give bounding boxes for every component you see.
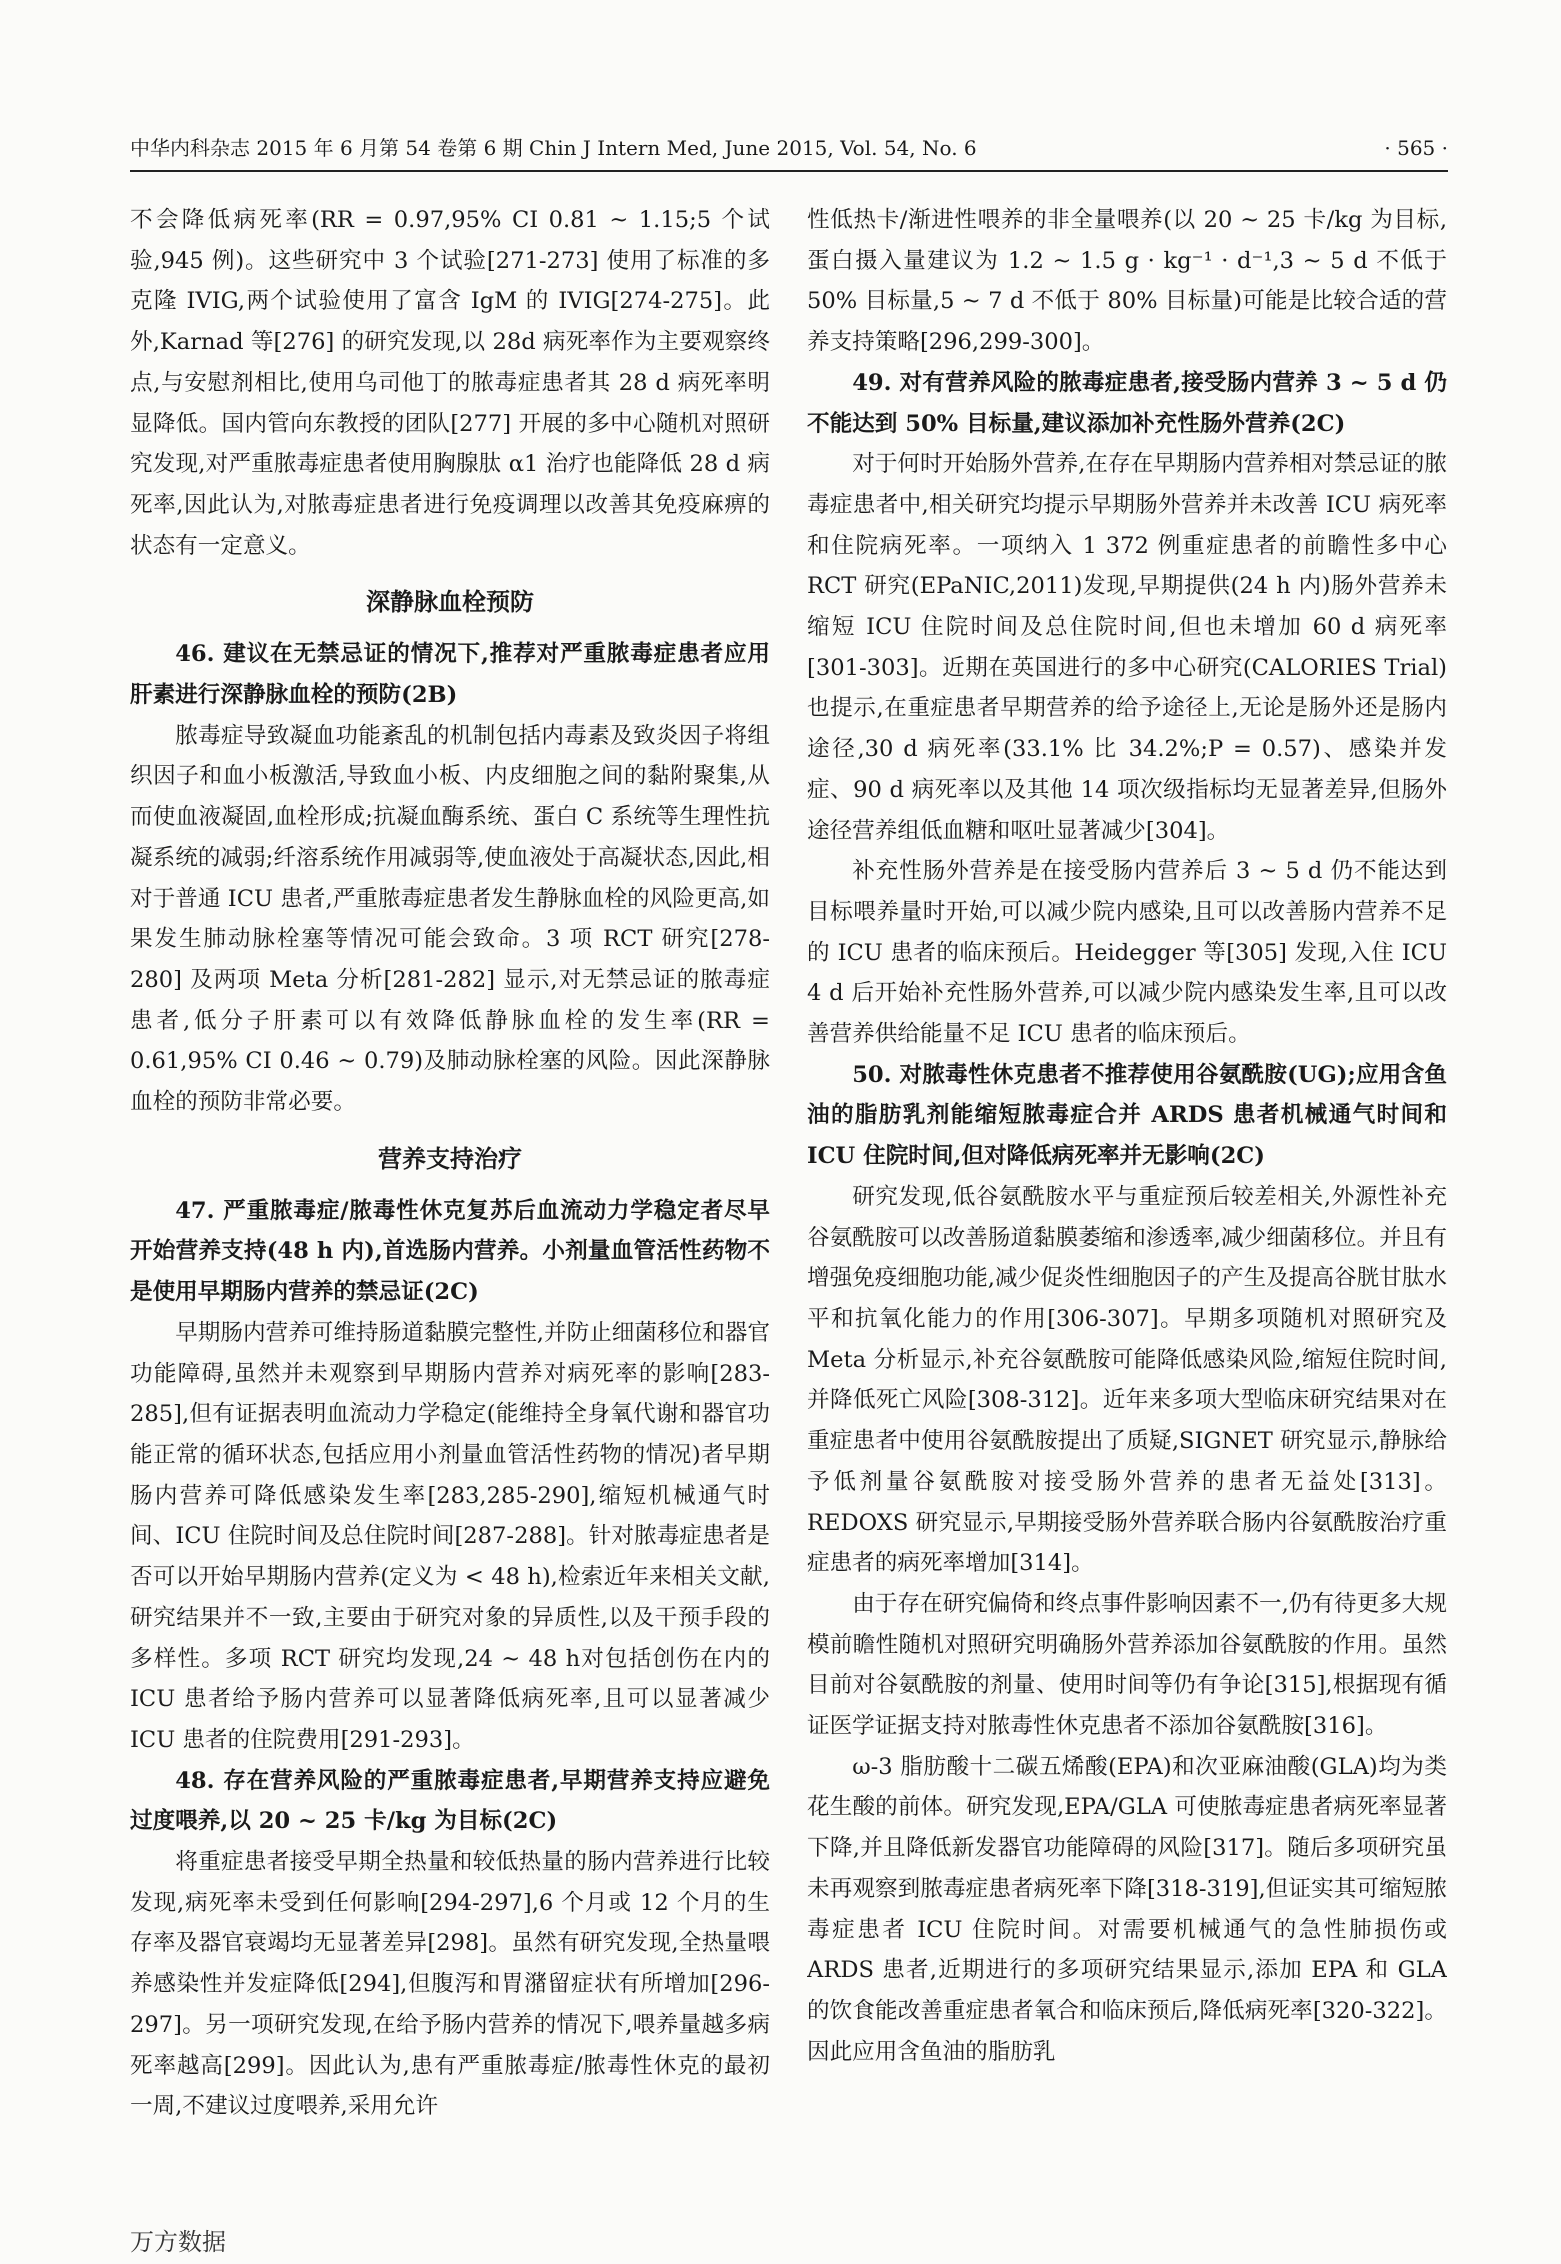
paragraph: 不会降低病死率(RR = 0.97,95% CI 0.81 ~ 1.15;5 个试验,945 例)。这些研究中 3 个试验[271-273] 使用了标准的多克隆 IVIG,两个试验使用了富含 IgM 的 IVIG[274-275]。此外,Karnad 等[276] 的研究发现,以 28d 病死率作为主要观察终点,与安慰剂相比,使用乌司他丁的脓毒症患者其 28 d 病死率明显降低。国内管向东教授的团队[277] 开展的多中心随机对照研究发现,对严重脓毒症患者使用胸腺肽 α1 治疗也能降低 28 d 病死率,因此认为,对脓毒症患者进行免疫调理以改善其免疫麻痹的状态有一定意义。 (130, 207, 770, 559)
running-header (130, 133, 1448, 163)
paragraph: 脓毒症导致凝血功能紊乱的机制包括内毒素及致炎因子将组织因子和血小板激活,导致血小板、内皮细胞之间的黏附聚集,从而使血液凝固,血栓形成;抗凝血酶系统、蛋白 C 系统等生理性抗凝系统的减弱;纤溶系统作用减弱等,使血液处于高凝状态,因此,相对于普通 ICU 患者,严重脓毒症患者发生静脉血栓的风险更高,如果发生肺动脉栓塞等情况可能会致命。3 项 RCT 研究[278-280] 及两项 Meta 分析[281-282] 显示,对无禁忌证的脓毒症患者,低分子肝素可以有效降低静脉血栓的发生率(RR = 0.61,95% CI 0.46 ~ 0.79)及肺动脉栓塞的风险。因此深静脉血栓的预防非常必要。 (130, 722, 770, 1116)
recommendation-49: 49. 对有营养风险的脓毒症患者,接受肠内营养 3 ~ 5 d 仍不能达到 50% 目标量,建议添加补充性肠外营养(2C) (807, 369, 1447, 437)
recommendation-48: 48. 存在营养风险的严重脓毒症患者,早期营养支持应避免过度喂养,以 20 ~ 25 卡/kg 为目标(2C) (130, 1767, 770, 1835)
journal-citation: 中华内科杂志 2015 年 6 月第 54 卷第 6 期 Chin J Intern Med, June 2015, Vol. 54, No. 6 (130, 136, 977, 160)
header-rule (130, 170, 1448, 172)
left-column (130, 200, 770, 2190)
paragraph: 将重症患者接受早期全热量和较低热量的肠内营养进行比较发现,病死率未受到任何影响[294-297],6 个月或 12 个月的生存率及器官衰竭均无显著差异[298]。虽然有研究发现,全热量喂养感染性并发症降低[294],但腹泻和胃潴留症状有所增加[296-297]。另一项研究发现,在给予肠内营养的情况下,喂养量越多病死率越高[299]。因此认为,患有严重脓毒症/脓毒性休克的最初一周,不建议过度喂养,采用允许 (130, 1849, 770, 2120)
paragraph: 由于存在研究偏倚和终点事件影响因素不一,仍有待更多大规模前瞻性随机对照研究明确肠外营养添加谷氨酰胺的作用。虽然目前对谷氨酰胺的剂量、使用时间等仍有争论[315],根据现有循证医学证据支持对脓毒性休克患者不添加谷氨酰胺[316]。 (807, 1590, 1447, 1740)
footer-watermark: 万方数据 (130, 2228, 226, 2256)
recommendation-50: 50. 对脓毒性休克患者不推荐使用谷氨酰胺(UG);应用含鱼油的脂肪乳剂能缩短脓毒症合并 ARDS 患者机械通气时间和 ICU 住院时间,但对降低病死率并无影响(2C) (807, 1061, 1447, 1170)
paragraph: 研究发现,低谷氨酰胺水平与重症预后较差相关,外源性补充谷氨酰胺可以改善肠道黏膜萎缩和渗透率,减少细菌移位。并且有增强免疫细胞功能,减少促炎性细胞因子的产生及提高谷胱甘肽水平和抗氧化能力的作用[306-307]。早期多项随机对照研究及 Meta 分析显示,补充谷氨酰胺可能降低感染风险,缩短住院时间,并降低死亡风险[308-312]。近年来多项大型临床研究结果对在重症患者中使用谷氨酰胺提出了质疑,SIGNET 研究显示,静脉给予低剂量谷氨酰胺对接受肠外营养的患者无益处[313]。REDOXS 研究显示,早期接受肠外营养联合肠内谷氨酰胺治疗重症患者的病死率增加[314]。 (807, 1183, 1447, 1577)
recommendation-47: 47. 严重脓毒症/脓毒性休克复苏后血流动力学稳定者尽早开始营养支持(48 h 内),首选肠内营养。小剂量血管活性药物不是使用早期肠内营养的禁忌证(2C) (130, 1197, 770, 1306)
paragraph: 早期肠内营养可维持肠道黏膜完整性,并防止细菌移位和器官功能障碍,虽然并未观察到早期肠内营养对病死率的影响[283-285],但有证据表明血流动力学稳定(能维持全身氧代谢和器官功能正常的循环状态,包括应用小剂量血管活性药物的情况)者早期肠内营养可降低感染发生率[283,285-290],缩短机械通气时间、ICU 住院时间及总住院时间[287-288]。针对脓毒症患者是否可以开始早期肠内营养(定义为 < 48 h),检索近年来相关文献,研究结果并不一致,主要由于研究对象的异质性,以及干预手段的多样性。多项 RCT 研究均发现,24 ~ 48 h对包括创伤在内的 ICU 患者给予肠内营养可以显著降低病死率,且可以显著减少 ICU 患者的住院费用[291-293]。 (130, 1319, 770, 1753)
page-number: · 565 · (1384, 136, 1448, 160)
paragraph: 补充性肠外营养是在接受肠内营养后 3 ~ 5 d 仍不能达到目标喂养量时开始,可以减少院内感染,且可以改善肠内营养不足的 ICU 患者的临床预后。Heidegger 等[305] 发现,入住 ICU 4 d 后开始补充性肠外营养,可以减少院内感染发生率,且可以改善营养供给能量不足 ICU 患者的临床预后。 (807, 858, 1447, 1048)
paragraph: 对于何时开始肠外营养,在存在早期肠内营养相对禁忌证的脓毒症患者中,相关研究均提示早期肠外营养并未改善 ICU 病死率和住院病死率。一项纳入 1 372 例重症患者的前瞻性多中心 RCT 研究(EPaNIC,2011)发现,早期提供(24 h 内)肠外营养未缩短 ICU 住院时间及总住院时间,但也未增加 60 d 病死率[301-303]。近期在英国进行的多中心研究(CALORIES Trial)也提示,在重症患者早期营养的给予途径上,无论是肠外还是肠内途径,30 d 病死率(33.1% 比 34.2%;P = 0.57)、感染并发症、90 d 病死率以及其他 14 项次级指标均无显著差异,但肠外途径营养组低血糖和呕吐显著减少[304]。 (807, 451, 1447, 844)
paragraph: ω-3 脂肪酸十二碳五烯酸(EPA)和次亚麻油酸(GLA)均为类花生酸的前体。研究发现,EPA/GLA 可使脓毒症患者病死率显著下降,并且降低新发器官功能障碍的风险[317]。随后多项研究虽未再观察到脓毒症患者病死率下降[318-319],但证实其可缩短脓毒症患者 ICU 住院时间。对需要机械通气的急性肺损伤或 ARDS 患者,近期进行的多项研究结果显示,添加 EPA 和 GLA 的饮食能改善重症患者氧合和临床预后,降低病死率[320-322]。因此应用含鱼油的脂肪乳 (807, 1753, 1447, 2065)
section-heading-nutrition: 营养支持治疗 (378, 1144, 522, 1173)
right-column (807, 200, 1447, 2190)
paragraph: 性低热卡/渐进性喂养的非全量喂养(以 20 ~ 25 卡/kg 为目标,蛋白摄入量建议为 1.2 ~ 1.5 g · kg⁻¹ · d⁻¹,3 ~ 5 d 不低于 50% 目标量,5 ~ 7 d 不低于 80% 目标量)可能是比较合适的营养支持策略[296,299-300]。 (807, 207, 1447, 356)
recommendation-46: 46. 建议在无禁忌证的情况下,推荐对严重脓毒症患者应用肝素进行深静脉血栓的预防(2B) (130, 641, 770, 709)
section-heading-dvt: 深静脉血栓预防 (366, 588, 534, 617)
